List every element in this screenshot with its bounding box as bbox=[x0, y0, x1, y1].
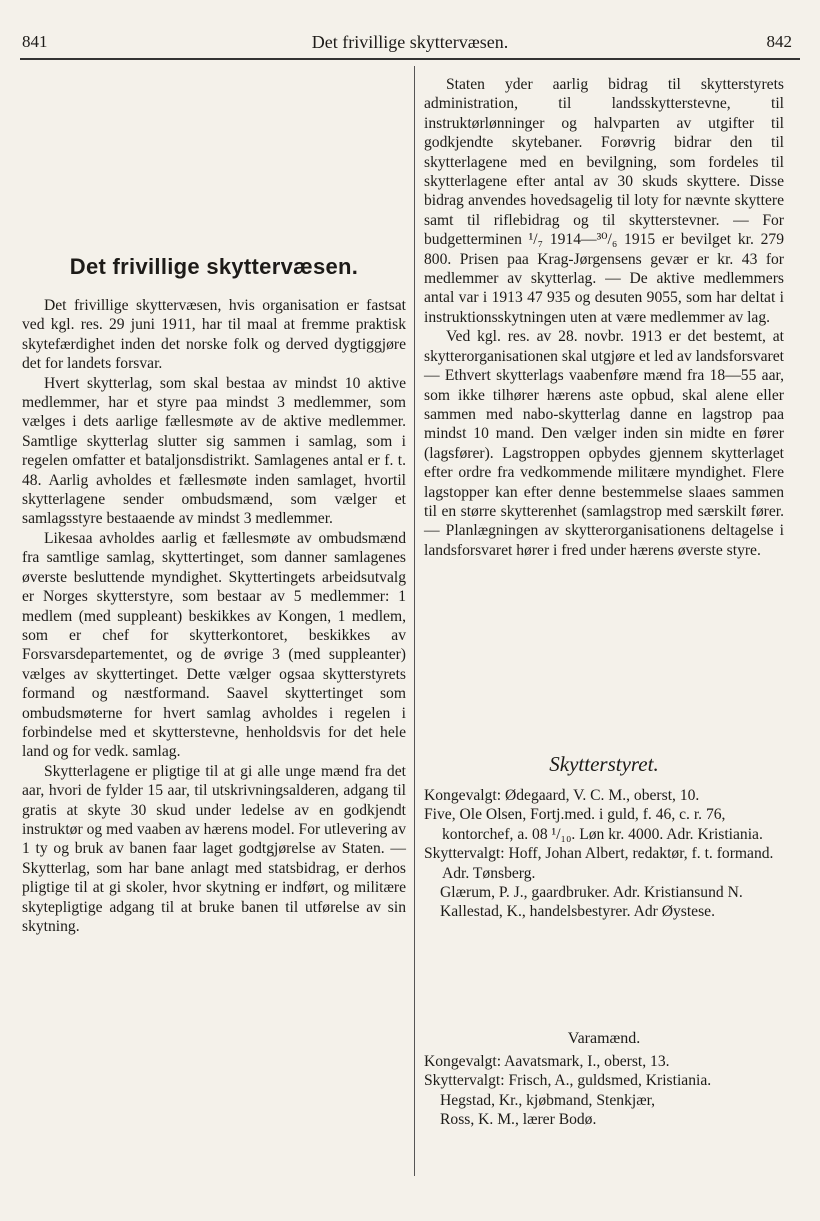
section-heading: Det frivillige skyttervæsen. bbox=[69, 254, 359, 279]
member-entry: Skyttervalgt: Hoff, Johan Albert, redaktør, f. t. formand. Adr. Tønsberg. bbox=[424, 845, 774, 882]
member-entry: Glærum, P. J., gaardbruker. Adr. Kristiansund N. bbox=[440, 884, 743, 902]
right-page-number: 842 bbox=[766, 32, 792, 51]
left-page-number: 841 bbox=[22, 32, 48, 51]
deputies-list bbox=[424, 1052, 784, 1130]
column-divider bbox=[414, 66, 415, 1176]
running-header-title: Det frivillige skyttervæsen. bbox=[311, 32, 509, 52]
member-entry: Kongevalgt: Ødegaard, V. C. M., oberst, 10. bbox=[424, 787, 700, 804]
deputies-heading: Varamænd. bbox=[567, 1030, 641, 1047]
paragraph: Ved kgl. res. av 28. novbr. 1913 er det bestemt, at skytterorganisationen skal utgjøre et led av landsforsvaret — Ethvert skytterlags vaabenføre mænd fra 18—55 aar, som ikke tilhører hærens aste opbud, skal alene eller sammen med nabo-skytterlag danne en lagstrop paa mindst 10 mand. Den vælger inden sin midte en fører (lagsfører). Lagstroppen opbydes gjennem skytterlaget efter ordre fra vedkommende militære myndighet. Flere lagstopper kan efter denne bestemmelse slaaes sammen til en større skytterenhet (samlagstrop med særskilt fører. — Planlægningen av skytterorganisationens deltagelse i landsforsvaret hører i fred under hærens øverste styre. bbox=[424, 328, 784, 559]
deputy-entry: Skyttervalgt: Frisch, A., guldsmed, Kristiania. bbox=[424, 1072, 712, 1090]
paragraph: Likesaa avholdes aarlig et fællesmøte av ombudsmænd fra samtlige samlag, skyttertinget, som danner samlagenes øverste besluttende myndighet. Skyttertingets arbeidsutvalg er Norges skytterstyre, som bestaar av 5 medlemmer: 1 medlem (med suppleant) beskikkes av Kongen, 1 medlem, som er chef for skytterkontoret, beskikkes av Forsvarsdepartementet, og de øvrige 3 (med suppleanter) vælges av skyttertinget. Dette vælger ogsaa skytterstyrets formand og næstformand. Saavel skyttertinget som ombudsmøterne for hvert samlag avholdes i regelen i forbindelse med et skytterstevne, henholdsvis for det hele land og for vedk. samlag. bbox=[22, 529, 406, 761]
styret-members bbox=[424, 786, 784, 922]
paragraph: Skytterlagene er pligtige til at gi alle unge mænd fra det aar, hvori de fylder 15 aar, til utskrivningsalderen, adgang til gratis at skyte 30 skud under ledelse av en godkjendt instruktør og med vaaben av hærens model. For utlevering av 1 ty og bruk av banen faar laget godtgjørelse av Staten. — Skytterlag, som har bane anlagt med statsbidrag, er derhos pligtige til at gi skoler, hvor skytning er indført, og militære skytepligtige adgang til at bruke banen til utførelse av sin skytning. bbox=[22, 762, 406, 935]
paragraph: Det frivillige skyttervæsen, hvis organisation er fastsat ved kgl. res. 29 juni 1911, har til maal at fremme praktisk skytefærdighet inden det norske folk og derved dygtiggjøre det for landets forsvar. bbox=[22, 297, 406, 373]
deputy-entry: Ross, K. M., lærer Bodø. bbox=[440, 1111, 597, 1129]
member-entry: Kallestad, K., handelsbestyrer. Adr Øystese. bbox=[440, 903, 715, 921]
paragraph: Hvert skytterlag, som skal bestaa av mindst 10 aktive medlemmer, har et styre paa mindst 3 medlemmer, som vælges i dets aarlige fællesmøte av de aktive medlemmer. Samtlige skytterlag slutter sig sammen i samlag, som i regelen omfatter et bataljonsdistrikt. Samlagenes antal er f. t. 48. Aarlig avholdes et fællesmøte inden samlaget, hvortil skytterlagene sender ombudsmænd, som vælger et samlagsstyre bestaaende av mindst 3 medlemmer. bbox=[22, 374, 406, 528]
left-column bbox=[22, 296, 406, 936]
member-entry: Five, Ole Olsen, Fortj.med. i guld, f. 46, c. r. 76, kontorchef, a. 08 ¹/₁₀. Løn kr. 4000. Adr. Kristiania. bbox=[424, 806, 763, 843]
paragraph: Staten yder aarlig bidrag til skytterstyrets administration, til landsskytterstevne, til instruktørlønninger og halvparten av utgifter til godkjendte skytebaner. Forøvrig bidrar den til skytterlagene med en bevilgning, som fordeles til skytterlagene efter antal av 30 skuds skyttere. Disse bidrag anvendes hovedsagelig til loty for nævnte skyttere samt til riflebidrag og til skytterstevner. — For budgetterminen ¹/₇ 1914—³⁰/₆ 1915 er bevilget kr. 279 800. Prisen paa Krag-Jørgensens gevær er kr. 43 for medlemmer av skytterlag. — De aktive medlemmers antal var i 1913 47 935 og desuten 9055, som har deltat i instruktionsskytningen uten at være medlemmer av lag. bbox=[424, 76, 784, 326]
styret-heading: Skytterstyret. bbox=[549, 752, 659, 776]
right-column bbox=[424, 75, 784, 560]
deputy-entry: Kongevalgt: Aavatsmark, I., oberst, 13. bbox=[424, 1053, 670, 1070]
header-rule bbox=[20, 58, 800, 60]
deputy-entry: Hegstad, Kr., kjøbmand, Stenkjær, bbox=[440, 1091, 656, 1109]
